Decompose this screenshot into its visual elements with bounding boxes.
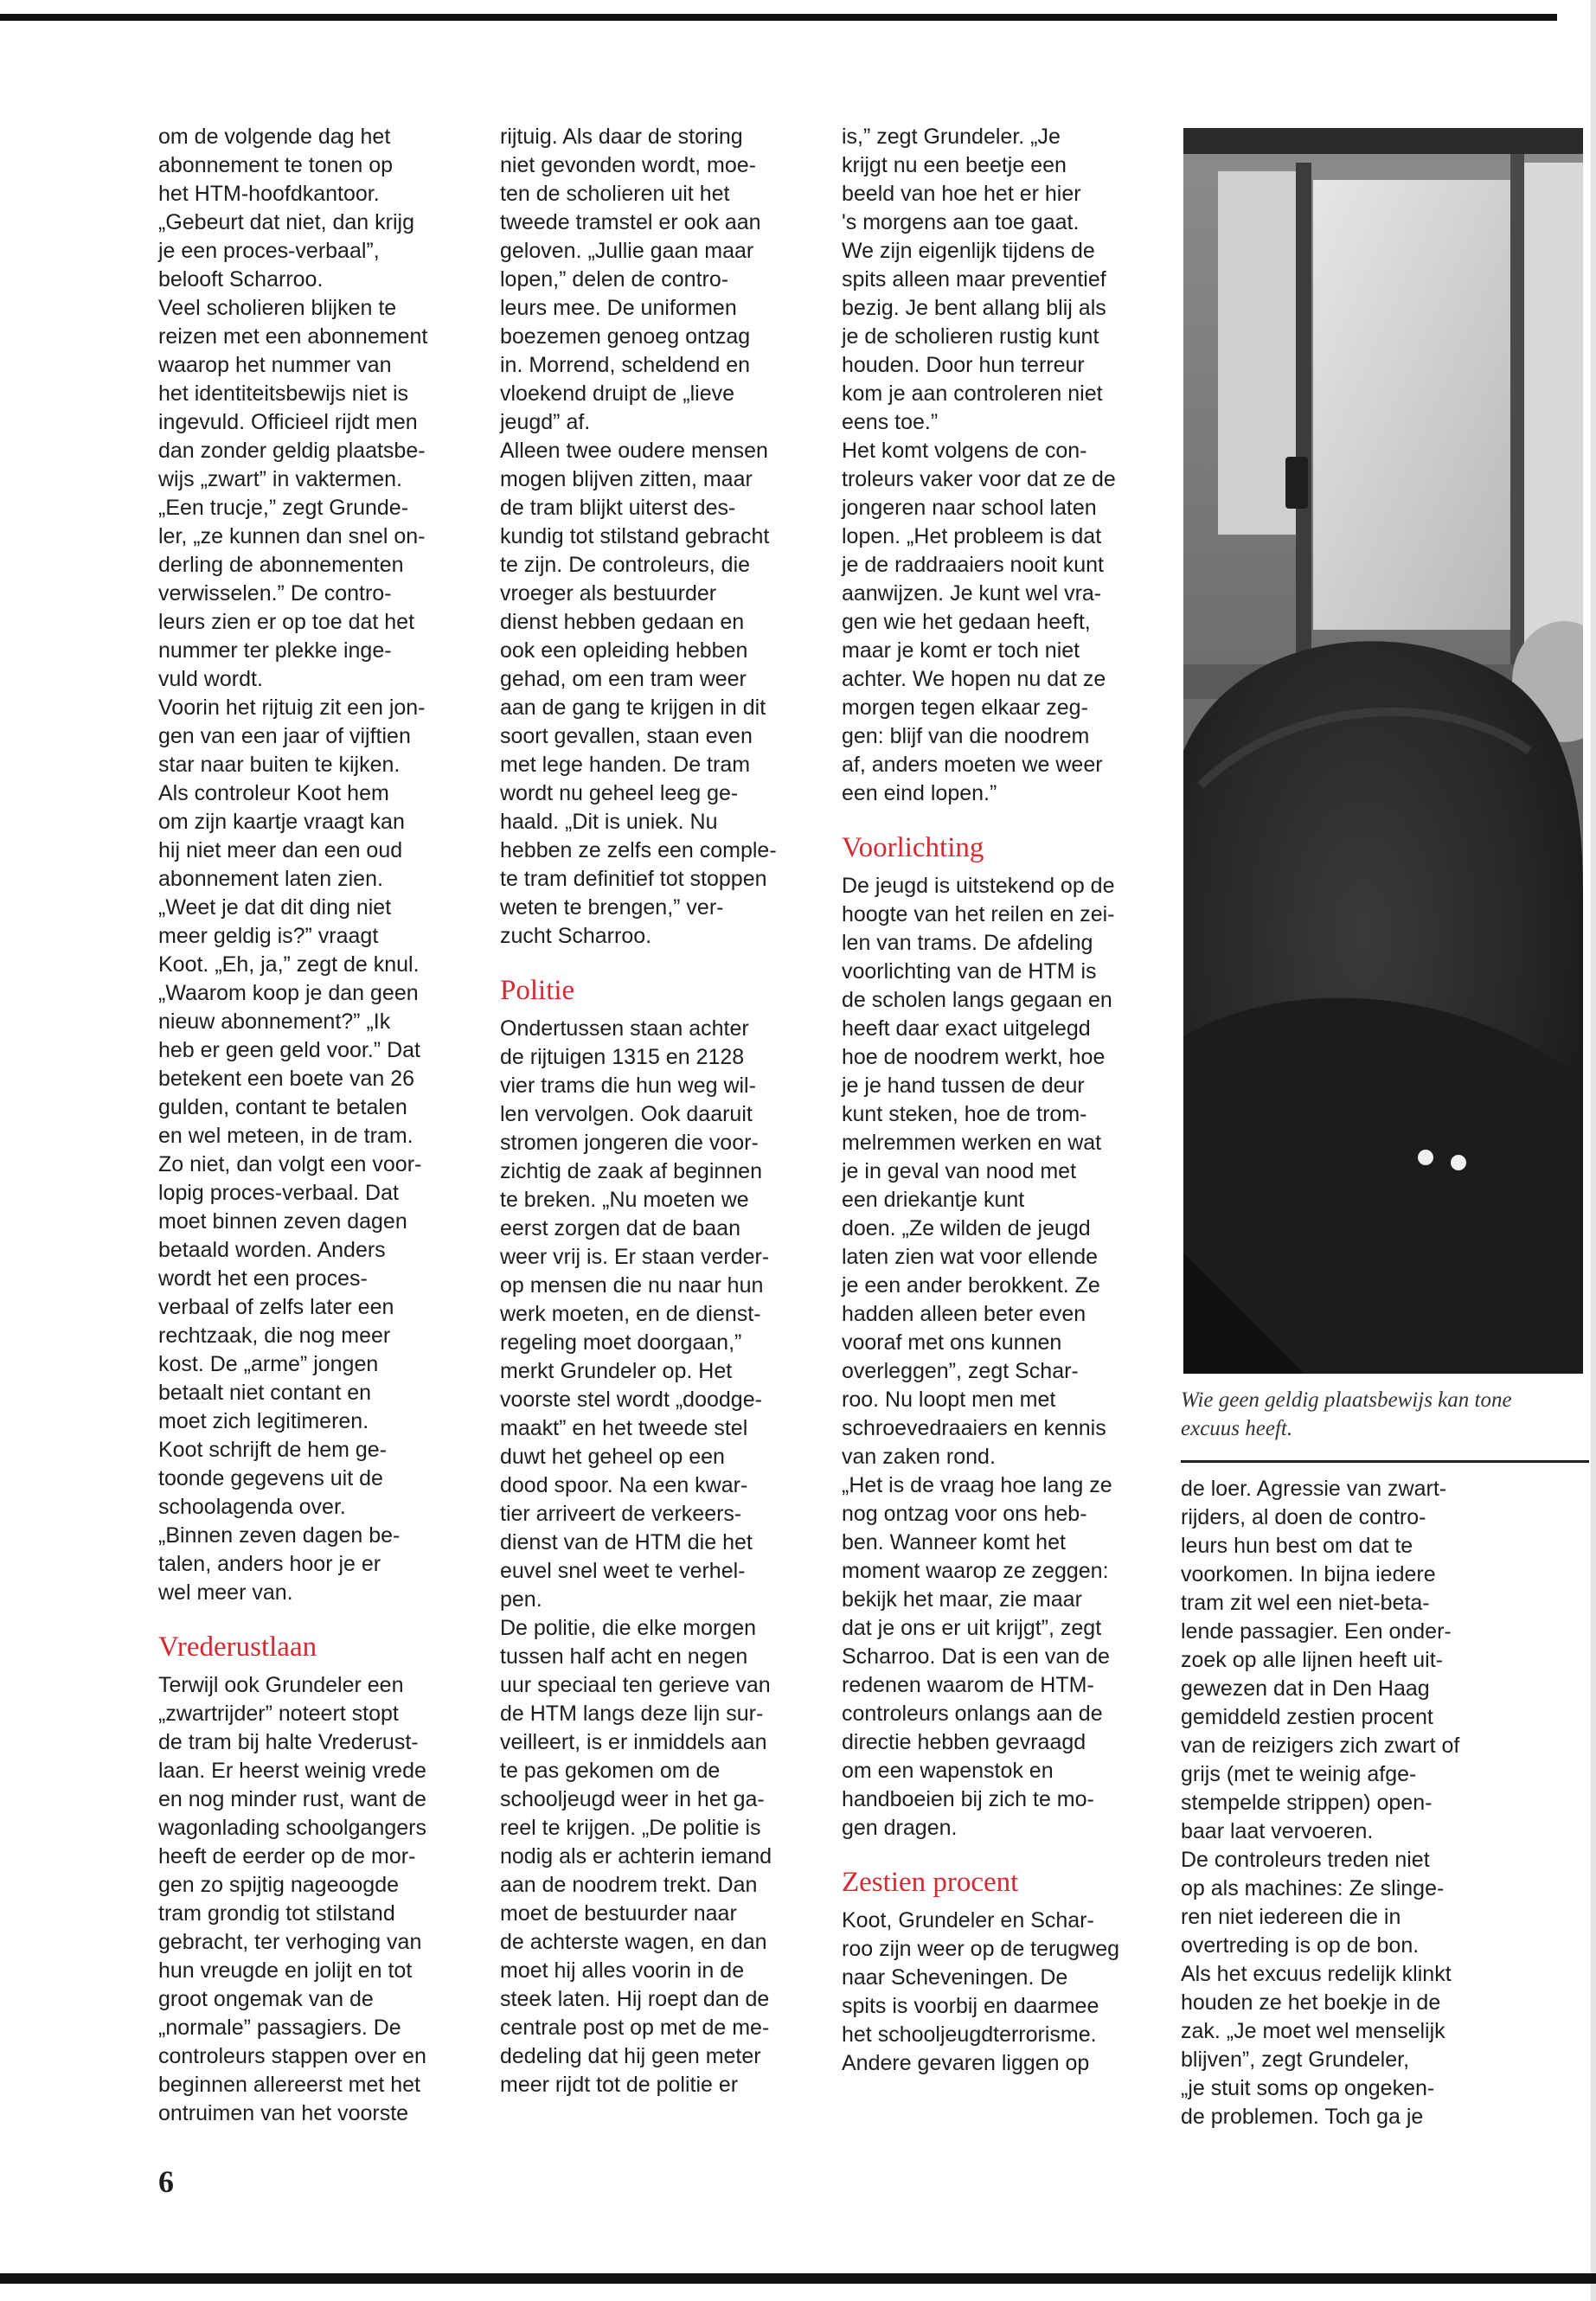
caption-rule xyxy=(1181,1460,1589,1463)
section-heading-voorlichting: Voorlichting xyxy=(842,832,984,863)
tram-photo xyxy=(1183,128,1583,1374)
section-heading-zestien-procent: Zestien procent xyxy=(842,1867,1019,1898)
section-heading-vrederustlaan: Vrederustlaan xyxy=(158,1631,317,1663)
article-column-3 xyxy=(842,123,1153,2078)
scan-edge xyxy=(1591,0,1596,2301)
paragraph: om de volgende dag het abonnement te tonen op het HTM-hoofdkantoor. „Gebeurt dat niet, dan krijg je een proces-verbaal”, belooft Scharroo. Veel scholieren blijken te reizen met een abonnement waarop het nummer van het identiteitsbewijs niet is ingevuld. Officieel rijdt men dan zonder geldig plaatsbe- wijs „zwart” in vaktermen. „Een trucje,” zegt Grunde- ler, „ze kunnen dan snel on- derling de abonnementen verwisselen.” De contro- leurs zien er op toe dat het nummer ter plekke inge- vuld wordt. Voorin het rijtuig zit een jon- gen van een jaar of vijftien star naar buiten te kijken. Als controleur Koot hem om zijn kaartje vraagt kan hij niet meer dan een oud abonnement laten zien. „Weet je dat dit ding niet meer geldig is?” vraagt Koot. „Eh, ja,” zegt de knul. „Waarom koop je dan geen nieuw abonnement?” „Ik heb er geen geld voor.” Dat betekent een boete van 26 gulden, contant te betalen en wel meteen, in de tram. Zo niet, dan volgt een voor- lopig proces-verbaal. Dat moet binnen zeven dagen betaald worden. Anders wordt het een proces- verbaal of zelfs later een rechtzaak, die nog meer kost. De „arme” jongen betaalt niet contant en moet zich legitimeren. Koot schrijft de hem ge- toonde gegevens uit de schoolagenda over. „Binnen zeven dagen be- talen, anders hoor je er wel meer van. xyxy=(158,125,428,1605)
article-column-2 xyxy=(500,123,811,2099)
paragraph: de loer. Agressie van zwart- rijders, al doen de contro- leurs hun best om dat te voorkomen. In bijna iedere tram zit wel een niet-beta- lende passagier. Een onder- zoek op alle lijnen heeft uit- gewezen dat in Den Haag gemiddeld zestien procent van de reizigers zich zwart of grijs (met te weinig afge- stempelde strippen) open- baar laat vervoeren. De controleurs treden niet op als machines: Ze slinge- ren niet iedereen die in overtreding is op de bon. Als het excuus redelijk klinkt houden ze het boekje in de zak. „Je moet wel menselijk blijven”, zegt Grundeler, „je stuit soms op ongeken- de problemen. Toch ga je xyxy=(1181,1477,1460,2129)
tram-photo-graphic xyxy=(1183,128,1583,1374)
section-heading-politie: Politie xyxy=(500,975,575,1006)
paragraph: Koot, Grundeler en Schar- roo zijn weer op de terugweg naar Scheveningen. De spits is voorbij en daarmee het schooljeugdterrorisme. Andere gevaren liggen op xyxy=(842,1908,1120,2075)
article-column-1 xyxy=(158,123,470,2128)
paragraph: Ondertussen staan achter de rijtuigen 1315 en 2128 vier trams die hun weg wil- len vervolgen. Ook daaruit stromen jongeren die voor- zichtig de zaak af beginnen te breken. „Nu moeten we eerst zorgen dat de baan weer vrij is. Er staan verder- op mensen die nu naar hun werk moeten, en de dienst- regeling moet doorgaan,” merkt Grundeler op. Het voorste stel wordt „doodge- maakt” en het tweede stel duwt het geheel op een dood spoor. Na een kwar- tier arriveert de verkeers- dienst van de HTM die het euvel snel weet te verhel- pen. De politie, die elke morgen tussen half acht en negen uur speciaal ten gerieve van de HTM langs deze lijn sur- veilleert, is er inmiddels aan te pas gekomen om de schooljeugd weer in het ga- reel te krijgen. „De politie is nodig als er achterin iemand aan de noodrem trekt. Dan moet de bestuurder naar de achterste wagen, en dan moet hij alles voorin in de steek laten. Hij roept dan de centrale post op met de me- dedeling dat hij geen meter meer rijdt tot de politie er xyxy=(500,1016,772,2097)
paragraph: De jeugd is uitstekend op de hoogte van het reilen en zei- len van trams. De afdeling voorlichting van de HTM is de scholen langs gegaan en heeft daar exact uitgelegd hoe de noodrem werkt, hoe je je hand tussen de deur kunt steken, hoe de trom- melremmen werken en wat je in geval van nood met een driekantje kunt doen. „Ze wilden de jeugd laten zien wat voor ellende je een ander berokkent. Ze hadden alleen beter even vooraf met ons kunnen overleggen”, zegt Schar- roo. Nu loopt men met schroevedraaiers en kennis van zaken rond. „Het is de vraag hoe lang ze nog ontzag voor ons heb- ben. Wanneer komt het moment waarop ze zeggen: bekijk het maar, zie maar dat je ons er uit krijgt”, zegt Scharroo. Dat is een van de redenen waarom de HTM- controleurs onlangs aan de directie hebben gevraagd om een wapenstok en handboeien bij zich te mo- gen dragen. xyxy=(842,874,1115,1840)
paragraph: Terwijl ook Grundeler een „zwartrijder” noteert stopt de tram bij halte Vrederust- laan. Er heerst weinig vrede en nog minder rust, want de wagonlading schoolgangers heeft de eerder op de mor- gen zo spijtig nageoogde tram grondig tot stilstand gebracht, ter verhoging van hun vreugde en jolijt en tot groot ongemak van de „normale” passagiers. De controleurs stappen over en beginnen allereerst met het ontruimen van het voorste xyxy=(158,1673,426,2125)
paragraph: is,” zegt Grundeler. „Je krijgt nu een beetje een beeld van hoe het er hier 's morgens aan toe gaat. We zijn eigenlijk tijdens de spits alleen maar preventief bezig. Je bent allang blij als je de scholieren rustig kunt houden. Door hun terreur kom je aan controleren niet eens toe.” Het komt volgens de con- troleurs vaker voor dat ze de jongeren naar school laten lopen. „Het probleem is dat je de raddraaiers nooit kunt aanwijzen. Je kunt wel vra- gen wie het gedaan heeft, maar je komt er toch niet achter. We hopen nu dat ze morgen tegen elkaar zeg- gen: blijf van die noodrem af, anders moeten we weer een eind lopen.” xyxy=(842,125,1116,805)
paragraph: rijtuig. Als daar de storing niet gevonden wordt, moe- ten de scholieren uit het tweede tramstel er ook aan geloven. „Jullie gaan maar lopen,” delen de contro- leurs mee. De uniformen boezemen genoeg ontzag in. Morrend, scheldend en vloekend druipt de „lieve jeugd” af. Alleen twee oudere mensen mogen blijven zitten, maar de tram blijkt uiterst des- kundig tot stilstand gebracht te zijn. De controleurs, die vroeger als bestuurder dienst hebben gedaan en ook een opleiding hebben gehad, om een tram weer aan de gang te krijgen in dit soort gevallen, staan even met lege handen. De tram wordt nu geheel leeg ge- haald. „Dit is uniek. Nu hebben ze zelfs een comple- te tram definitief tot stoppen weten te brengen,” ver- zucht Scharroo. xyxy=(500,125,777,948)
page-number: 6 xyxy=(158,2164,174,2199)
article-column-4 xyxy=(1181,1475,1497,2131)
bottom-rule xyxy=(0,2273,1596,2284)
photo-caption: Wie geen geldig plaatsbewijs kan tone excuus heeft. xyxy=(1181,1388,1512,1440)
top-rule xyxy=(0,14,1557,21)
